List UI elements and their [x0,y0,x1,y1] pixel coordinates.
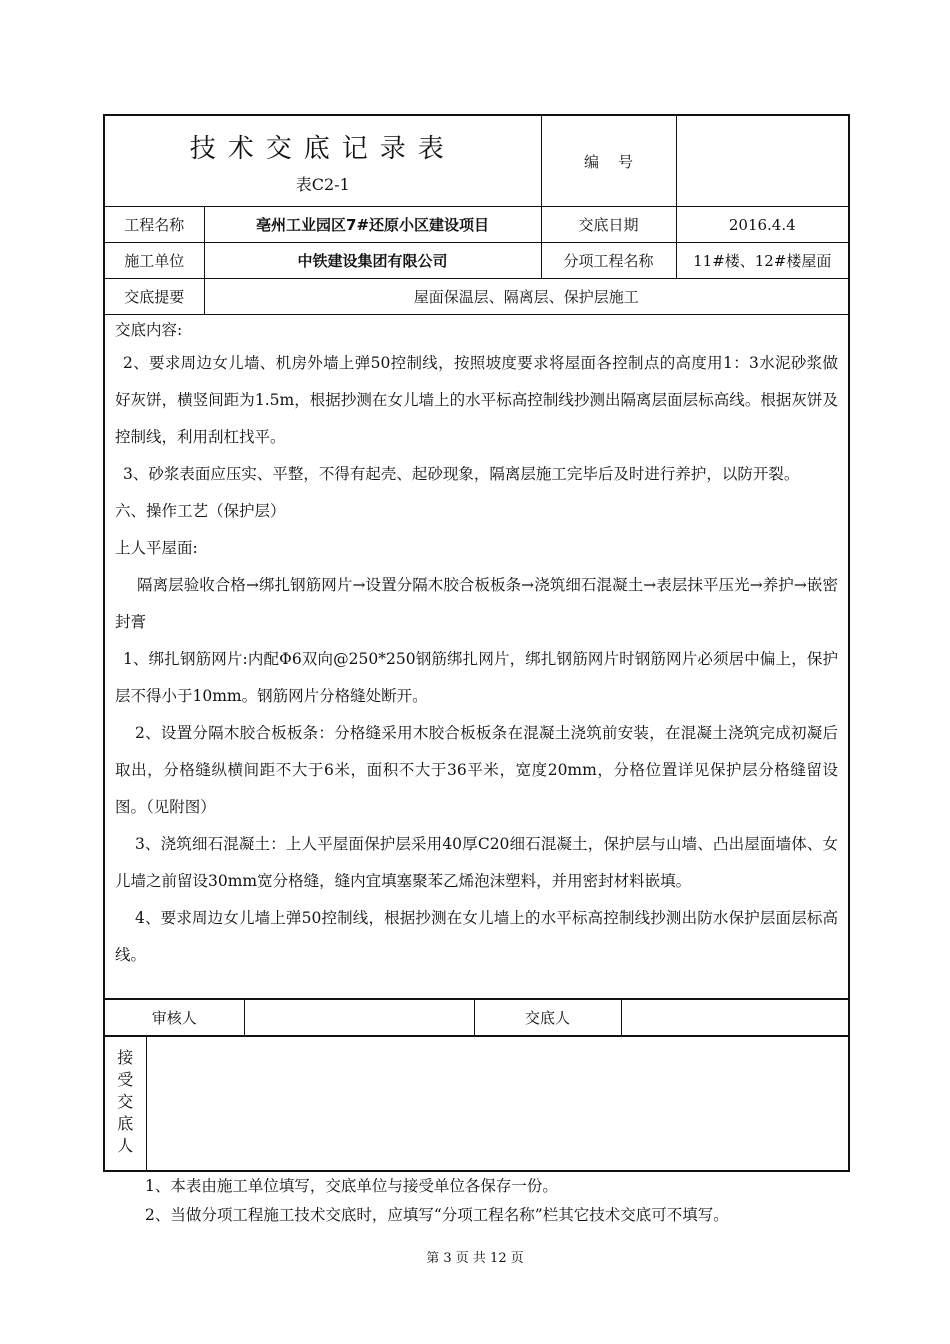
contractor-label: 施工单位 [104,243,204,279]
content-section-heading: 六、操作工艺（保护层） [115,502,286,520]
receiver-label [104,1037,146,1171]
form-number: 表C2-1 [295,175,350,194]
process-flow: 隔离层验收合格→绑扎钢筋网片→设置分隔木胶合板板条→浇筑细石混凝土→表层抹平压光→养护→嵌密封膏 [115,576,839,631]
document-title: 技术交底记录表 [189,134,456,164]
contractor-field[interactable]: 中铁建设集团有限公司 [204,243,541,279]
receiver-label-char: 接 [117,1048,134,1067]
reviewer-field[interactable] [244,1000,474,1036]
content-paragraph: 2、设置分隔木胶合板板条：分格缝采用木胶合板板条在混凝土浇筑前安装，在混凝土浇筑完成初凝后取出，分格缝纵横间距不大于6米，面积不大于36平米，宽度20mm，分格位置详见保护层分格缝留设图。（见附图） [115,724,839,816]
sub-project-field[interactable]: 11#楼、12#楼屋面 [676,243,849,279]
signature-table [103,1000,850,1037]
record-table [103,114,850,1000]
note-item: 1、本表由施工单位填写，交底单位与接受单位各保存一份。 [145,1177,558,1195]
receiver-label-char: 受 [117,1070,134,1089]
content-paragraph: 3、砂浆表面应压实、平整，不得有起壳、起砂现象，隔离层施工完毕后及时进行养护，以防开裂。 [123,465,800,483]
receiver-table [103,1037,850,1172]
number-label: 编 号 [541,115,676,207]
content-heading: 交底内容: [115,321,183,339]
note-item: 2、当做分项工程施工技术交底时，应填写“分项工程名称”栏其它技术交底可不填写。 [145,1206,729,1224]
receiver-label-char: 交 [117,1092,134,1111]
summary-label: 交底提要 [104,279,204,315]
presenter-field[interactable] [621,1000,849,1036]
notes [145,1172,845,1230]
sub-project-label: 分项工程名称 [541,243,676,279]
content-cell[interactable] [104,315,849,1000]
reviewer-label: 审核人 [104,1000,244,1036]
receiver-label-char: 底 [117,1114,134,1133]
content-paragraph: 2、要求周边女儿墙、机房外墙上弹50控制线，按照坡度要求将屋面各控制点的高度用1：3水泥砂浆做好灰饼，横竖间距为1.5m，根据抄测在女儿墙上的水平标高控制线抄测出隔离层面层标高线。根据灰饼及控制线，利用刮杠找平。 [115,354,839,446]
record-sheet [103,114,848,1172]
content-paragraph: 4、要求周边女儿墙上弹50控制线，根据抄测在女儿墙上的水平标高控制线抄测出防水保护层面层标高线。 [115,909,839,964]
receiver-signature-field[interactable] [146,1037,849,1171]
project-name-label: 工程名称 [104,207,204,243]
date-field[interactable]: 2016.4.4 [676,207,849,243]
page-footer: 第 3 页 共 12 页 [426,1251,524,1266]
content-paragraph: 1、绑扎钢筋网片:内配Φ6双向@250*250钢筋绑扎网片，绑扎钢筋网片时钢筋网片必须居中偏上，保护层不得小于10mm。钢筋网片分格缝处断开。 [115,650,839,705]
title-cell [104,115,541,207]
content-paragraph: 3、浇筑细石混凝土：上人平屋面保护层采用40厚C20细石混凝土，保护层与山墙、凸出屋面墙体、女儿墙之前留设30mm宽分格缝，缝内宜填塞聚苯乙烯泡沫塑料，并用密封材料嵌填。 [115,835,839,890]
presenter-label: 交底人 [474,1000,621,1036]
receiver-label-char: 人 [117,1136,134,1155]
project-name-field[interactable]: 亳州工业园区7#还原小区建设项目 [204,207,541,243]
summary-field[interactable]: 屋面保温层、隔离层、保护层施工 [204,279,849,315]
date-label: 交底日期 [541,207,676,243]
content-subheading: 上人平屋面: [115,539,198,557]
number-field[interactable] [676,115,849,207]
